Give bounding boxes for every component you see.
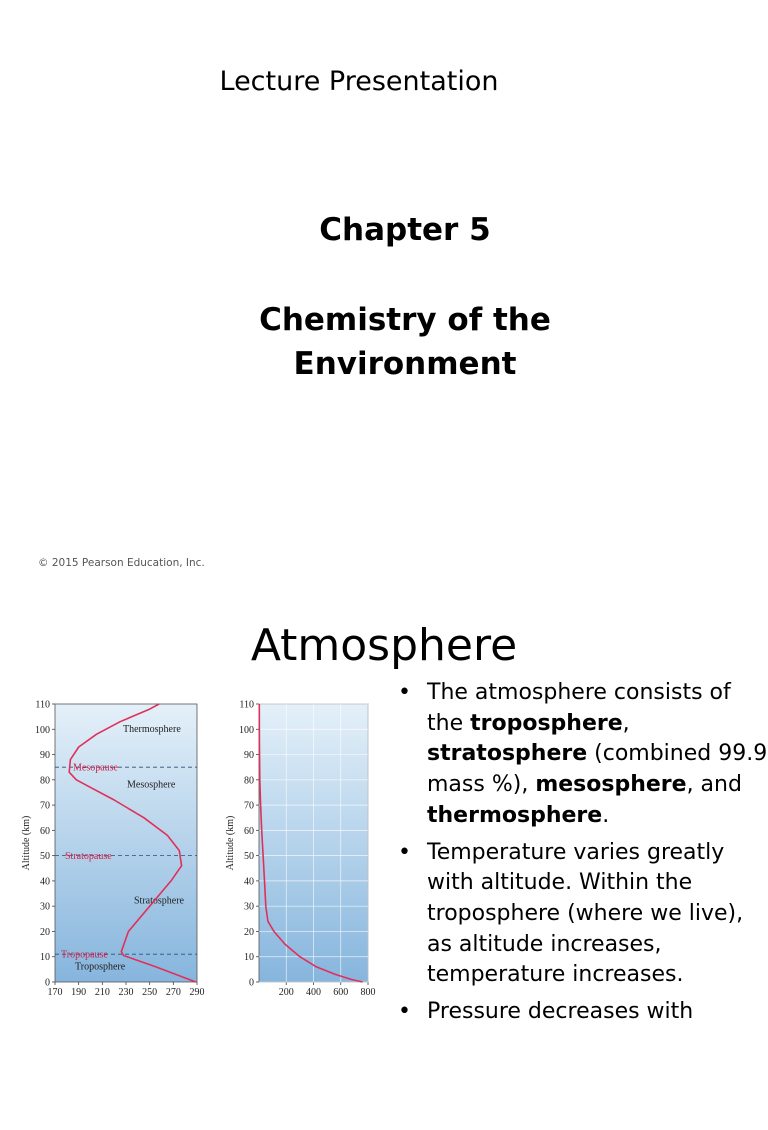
bullet-list <box>398 678 768 1034</box>
y-axis-label: Altitude (km) <box>225 815 236 871</box>
chapter-title <box>0 298 768 386</box>
y-tick-label: 40 <box>40 876 50 888</box>
x-tick-label: 190 <box>71 987 87 998</box>
term-stratosphere: stratosphere <box>427 741 588 767</box>
y-tick-label: 30 <box>40 901 50 913</box>
y-tick-label: 90 <box>40 750 50 762</box>
y-tick-label: 100 <box>239 724 254 736</box>
bullet3-text: Pressure decreases with <box>427 999 694 1025</box>
x-tick-label: 270 <box>165 987 181 998</box>
x-tick-label: 250 <box>142 987 158 998</box>
x-tick-label: 170 <box>47 987 63 998</box>
y-tick-label: 60 <box>244 825 254 837</box>
y-tick-label: 10 <box>244 952 254 964</box>
temperature-altitude-chart <box>20 700 220 1130</box>
x-tick-label: 290 <box>189 987 205 998</box>
y-tick-label: 10 <box>40 952 50 964</box>
layer-label: Troposphere <box>75 961 126 973</box>
x-tick-label: 230 <box>118 987 134 998</box>
bullet-atmosphere-layers <box>398 678 768 832</box>
bullet-temperature <box>398 838 768 992</box>
bullet-dot: • <box>398 680 411 705</box>
x-tick-label: 400 <box>306 987 321 998</box>
pressure-altitude-chart <box>222 699 376 1130</box>
y-tick-label: 110 <box>239 699 254 711</box>
layer-label: Stratosphere <box>134 895 184 907</box>
y-tick-label: 80 <box>244 775 254 787</box>
copyright-notice: © 2015 Pearson Education, Inc. <box>38 557 205 569</box>
layer-label: Mesosphere <box>127 779 176 791</box>
chapter-title-line2: Environment <box>293 346 517 382</box>
chapter-number: Chapter 5 <box>319 212 491 248</box>
y-tick-label: 20 <box>244 926 254 938</box>
y-tick-label: 30 <box>244 901 254 913</box>
y-tick-label: 0 <box>45 977 50 989</box>
chapter-title-line1: Chemistry of the <box>259 302 551 338</box>
term-mesosphere: mesosphere <box>535 772 687 798</box>
y-tick-label: 50 <box>40 851 50 863</box>
bullet1-text-2: , <box>622 710 630 736</box>
y-tick-label: 20 <box>40 926 50 938</box>
y-tick-label: 80 <box>40 775 50 787</box>
boundary-label: Mesopause <box>73 762 118 774</box>
bullet-dot: • <box>398 999 411 1025</box>
bullet-pressure <box>398 997 768 1028</box>
atmosphere-slide <box>0 598 768 1024</box>
term-thermosphere: thermosphere <box>427 802 603 828</box>
lecture-label: Lecture Presentation <box>219 66 499 97</box>
y-tick-label: 0 <box>249 977 254 989</box>
y-tick-label: 40 <box>244 876 254 888</box>
boundary-label: Stratopause <box>65 851 112 863</box>
x-tick-label: 200 <box>278 987 294 998</box>
y-tick-label: 60 <box>40 825 50 837</box>
x-tick-label: 600 <box>333 987 349 998</box>
y-tick-label: 110 <box>35 699 50 711</box>
bullet-dot: • <box>398 839 411 865</box>
y-tick-label: 70 <box>244 800 254 812</box>
y-tick-label: 90 <box>244 750 254 762</box>
bullet1-text-4: , and <box>686 772 742 798</box>
boundary-label: Tropopause <box>61 949 108 961</box>
y-tick-label: 50 <box>244 851 254 863</box>
bullet1-text-3: (combined 99.9 mass %), <box>427 741 768 798</box>
bullet1-text-5: . <box>602 802 610 828</box>
term-troposphere: troposphere <box>470 710 623 736</box>
x-tick-label: 800 <box>360 987 376 998</box>
y-tick-label: 100 <box>35 724 50 736</box>
y-axis-label: Altitude (km) <box>21 815 32 871</box>
y-tick-label: 70 <box>40 800 50 812</box>
bullet2-text: Temperature varies greatly with altitude. Within the troposphere (where we live), as altitude increases, temperature increases. <box>427 839 744 988</box>
x-tick-label: 210 <box>94 987 110 998</box>
bullet1-text-1: The atmosphere consists of the <box>427 680 731 736</box>
layer-label: Thermosphere <box>123 723 181 735</box>
slide-heading: Atmosphere <box>250 620 518 671</box>
